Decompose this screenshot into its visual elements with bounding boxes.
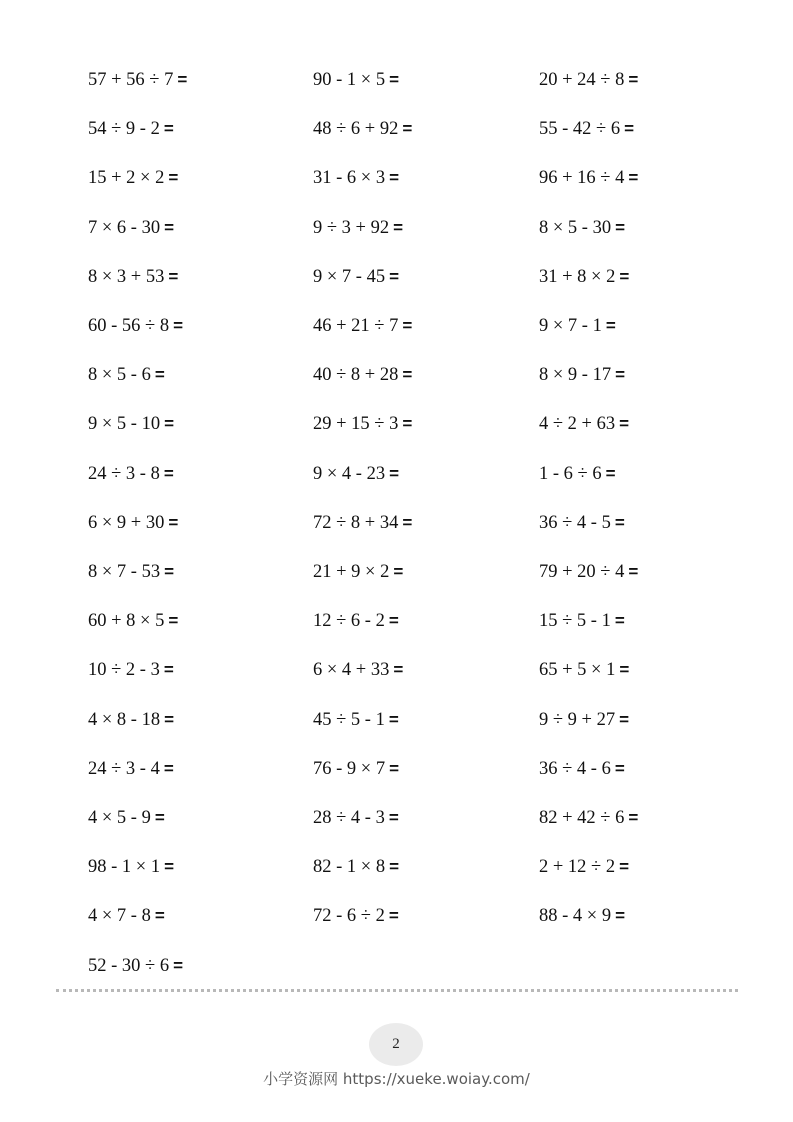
equals-sign: =: [619, 709, 630, 729]
math-problem: [539, 807, 638, 829]
math-problem: [313, 659, 403, 681]
equals-sign: =: [402, 414, 413, 434]
equals-sign: =: [624, 119, 635, 139]
math-problem: [313, 69, 399, 91]
equals-sign: =: [164, 217, 175, 237]
equals-sign: =: [168, 611, 179, 631]
problem-expression: 88 - 4 × 9: [539, 906, 612, 927]
equals-sign: =: [402, 365, 413, 385]
math-problem: [88, 856, 174, 878]
equals-sign: =: [614, 611, 625, 631]
math-problem: [88, 315, 183, 337]
equals-sign: =: [388, 808, 399, 827]
problem-expression: 98 - 1 × 1: [88, 857, 161, 878]
problem-expression: 21 + 9 × 2: [313, 562, 390, 582]
math-problem: [539, 561, 638, 583]
problem-expression: 9 × 7 - 45: [313, 266, 386, 287]
equals-sign: =: [402, 512, 413, 532]
problem-expression: 60 - 56 ÷ 8: [88, 316, 170, 336]
problem-expression: 8 × 5 - 6: [88, 365, 151, 386]
math-problem: [313, 807, 399, 829]
math-problem: [88, 905, 165, 927]
problem-expression: 9 ÷ 3 + 92: [313, 217, 390, 238]
equals-sign: =: [389, 857, 400, 877]
math-problem: [539, 856, 629, 878]
page-number-badge: [369, 1023, 423, 1066]
math-problem: [313, 364, 412, 386]
math-problem: [539, 364, 625, 386]
math-problem: [88, 561, 174, 583]
problem-expression: 10 ÷ 2 - 3: [88, 660, 160, 681]
problem-expression: 9 ÷ 9 + 27: [539, 709, 616, 730]
math-problem: [313, 266, 399, 288]
equals-sign: =: [619, 660, 630, 680]
problem-expression: 9 × 4 - 23: [313, 463, 386, 484]
math-problem: [313, 905, 399, 927]
problem-expression: 6 × 4 + 33: [313, 660, 390, 681]
equals-sign: =: [163, 119, 174, 139]
math-problem: [313, 758, 399, 780]
math-problem: [313, 413, 412, 435]
math-problem: [88, 463, 174, 485]
math-problem: [539, 610, 625, 632]
math-problem: [313, 610, 399, 632]
equals-sign: =: [164, 562, 175, 581]
math-problem: [539, 758, 625, 780]
math-problem: [539, 315, 616, 337]
problem-expression: 24 ÷ 3 - 8: [88, 463, 160, 484]
math-problem: [88, 118, 174, 140]
equals-sign: =: [388, 709, 399, 729]
math-problem: [313, 217, 403, 239]
equals-sign: =: [388, 906, 399, 926]
equals-sign: =: [615, 906, 626, 926]
footer-site-text: 小学资源网 https://xueke.woiay.com/: [263, 1070, 530, 1088]
math-problem: [313, 118, 412, 140]
problem-expression: 31 - 6 × 3: [313, 168, 386, 189]
equals-sign: =: [177, 70, 188, 89]
math-problem: [539, 413, 629, 435]
math-problem: [88, 266, 178, 288]
problem-expression: 72 - 6 ÷ 2: [313, 906, 385, 927]
equals-sign: =: [164, 414, 175, 434]
equals-sign: =: [389, 168, 400, 188]
equals-sign: =: [614, 758, 625, 778]
problem-expression: 2 + 12 ÷ 2: [539, 857, 616, 878]
math-problem: [539, 167, 638, 189]
math-problem: [539, 709, 629, 731]
problem-expression: 24 ÷ 3 - 4: [88, 758, 160, 779]
problem-expression: 46 + 21 ÷ 7: [313, 316, 399, 336]
equals-sign: =: [389, 70, 400, 89]
equals-sign: =: [605, 316, 616, 335]
equals-sign: =: [154, 808, 165, 827]
problem-expression: 72 ÷ 8 + 34: [313, 512, 399, 533]
problem-expression: 7 × 6 - 30: [88, 217, 161, 238]
problem-expression: 45 ÷ 5 - 1: [313, 709, 385, 730]
problem-expression: 12 ÷ 6 - 2: [313, 611, 385, 632]
math-problem: [88, 659, 174, 681]
problem-expression: 9 × 7 - 1: [539, 316, 602, 336]
equals-sign: =: [393, 660, 404, 680]
equals-sign: =: [402, 119, 413, 139]
math-problem: [539, 217, 625, 239]
math-problem: [539, 118, 634, 140]
equals-sign: =: [163, 660, 174, 680]
problem-expression: 60 + 8 × 5: [88, 611, 165, 632]
math-problem: [88, 167, 178, 189]
equals-sign: =: [619, 414, 630, 434]
math-problem: [313, 512, 412, 534]
equals-sign: =: [168, 266, 179, 286]
math-problem: [88, 807, 165, 829]
math-problem: [313, 463, 399, 485]
problem-expression: 9 × 5 - 10: [88, 414, 161, 435]
math-problem: [88, 709, 174, 731]
problem-expression: 4 × 8 - 18: [88, 709, 161, 730]
math-problem: [88, 610, 178, 632]
equals-sign: =: [389, 463, 400, 483]
math-problem: [539, 659, 629, 681]
problem-expression: 1 - 6 ÷ 6: [539, 463, 602, 484]
math-problem: [88, 758, 174, 780]
equals-sign: =: [628, 808, 639, 827]
dotted-divider: [56, 989, 738, 992]
problem-expression: 20 + 24 ÷ 8: [539, 70, 625, 90]
problem-expression: 8 × 7 - 53: [88, 562, 161, 582]
problem-expression: 90 - 1 × 5: [313, 70, 386, 90]
problem-expression: 82 + 42 ÷ 6: [539, 808, 625, 828]
math-problem: [88, 217, 174, 239]
problem-expression: 65 + 5 × 1: [539, 660, 616, 681]
math-problem: [88, 413, 174, 435]
math-problem: [539, 905, 625, 927]
math-problem: [539, 69, 638, 91]
equals-sign: =: [164, 857, 175, 877]
math-problem: [313, 856, 399, 878]
problem-expression: 8 × 5 - 30: [539, 217, 612, 238]
problem-expression: 55 - 42 ÷ 6: [539, 119, 621, 140]
equals-sign: =: [389, 266, 400, 286]
problem-expression: 6 × 9 + 30: [88, 512, 165, 533]
math-problem: [539, 463, 616, 485]
equals-sign: =: [163, 758, 174, 778]
problem-expression: 15 ÷ 5 - 1: [539, 611, 611, 632]
problem-expression: 4 ÷ 2 + 63: [539, 414, 616, 435]
problem-expression: 48 ÷ 6 + 92: [313, 119, 399, 140]
equals-sign: =: [154, 906, 165, 926]
problem-expression: 29 + 15 ÷ 3: [313, 414, 399, 435]
problem-expression: 96 + 16 ÷ 4: [539, 168, 625, 189]
math-problem: [539, 266, 629, 288]
problem-expression: 8 × 3 + 53: [88, 266, 165, 287]
math-problem: [88, 69, 187, 91]
problem-expression: 82 - 1 × 8: [313, 857, 386, 878]
equals-sign: =: [615, 217, 626, 237]
equals-sign: =: [619, 266, 630, 286]
page-number: 2: [392, 1036, 400, 1052]
equals-sign: =: [173, 955, 184, 975]
problem-expression: 79 + 20 ÷ 4: [539, 562, 625, 582]
math-problem: [88, 512, 178, 534]
equals-sign: =: [389, 758, 400, 778]
equals-sign: =: [164, 709, 175, 729]
math-problem: [313, 709, 399, 731]
math-problem: [88, 955, 183, 977]
equals-sign: =: [393, 562, 404, 581]
problem-expression: 76 - 9 × 7: [313, 758, 386, 779]
equals-sign: =: [388, 611, 399, 631]
math-problem: [88, 364, 165, 386]
math-problem: [313, 167, 399, 189]
equals-sign: =: [628, 70, 639, 89]
equals-sign: =: [614, 512, 625, 532]
equals-sign: =: [402, 316, 413, 335]
problem-expression: 4 × 7 - 8: [88, 906, 151, 927]
problem-expression: 4 × 5 - 9: [88, 808, 151, 828]
equals-sign: =: [615, 365, 626, 385]
equals-sign: =: [619, 857, 630, 877]
math-problem: [313, 561, 403, 583]
problem-expression: 8 × 9 - 17: [539, 365, 612, 386]
equals-sign: =: [154, 365, 165, 385]
equals-sign: =: [628, 562, 639, 581]
problem-expression: 36 ÷ 4 - 5: [539, 512, 611, 533]
math-problem: [539, 512, 625, 534]
equals-sign: =: [168, 168, 179, 188]
problem-expression: 31 + 8 × 2: [539, 266, 616, 287]
equals-sign: =: [163, 463, 174, 483]
problem-expression: 57 + 56 ÷ 7: [88, 70, 174, 90]
problem-expression: 28 ÷ 4 - 3: [313, 808, 385, 828]
equals-sign: =: [173, 316, 184, 335]
equals-sign: =: [168, 512, 179, 532]
math-problem: [313, 315, 412, 337]
problem-expression: 40 ÷ 8 + 28: [313, 365, 399, 386]
problem-expression: 36 ÷ 4 - 6: [539, 758, 611, 779]
equals-sign: =: [605, 463, 616, 483]
problem-expression: 15 + 2 × 2: [88, 168, 165, 189]
equals-sign: =: [628, 168, 639, 188]
problem-expression: 52 - 30 ÷ 6: [88, 955, 170, 976]
problem-expression: 54 ÷ 9 - 2: [88, 119, 160, 140]
equals-sign: =: [393, 217, 404, 237]
